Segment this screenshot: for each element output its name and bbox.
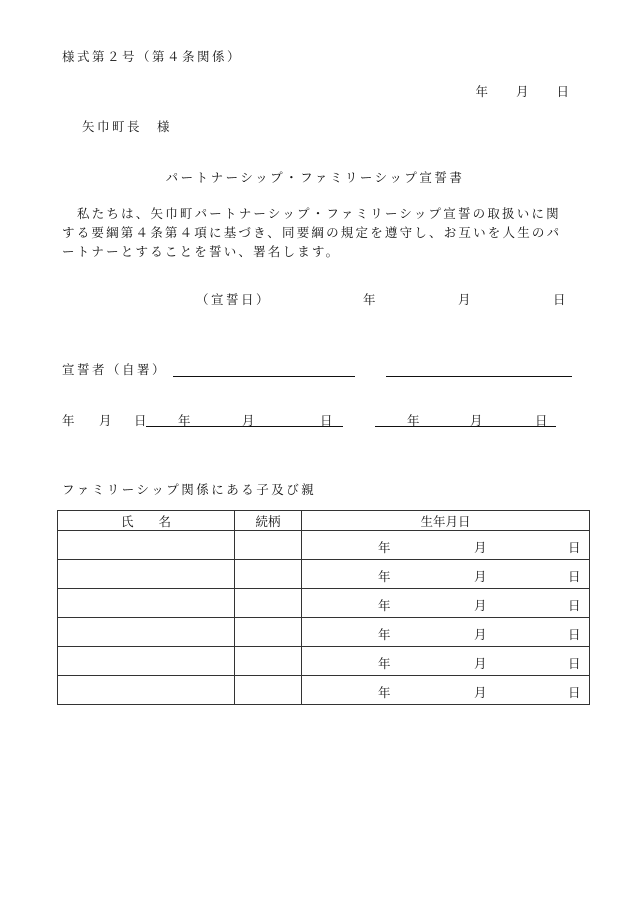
date-unit-year: 年	[378, 598, 391, 613]
oath-date-label: （宣誓日）	[196, 292, 272, 307]
date-unit-month: 月	[474, 598, 487, 613]
child-name-cell[interactable]	[58, 589, 235, 618]
child-birthdate-cell[interactable]	[302, 647, 590, 676]
date-unit-day: 日	[568, 540, 581, 555]
table-header-row	[58, 511, 590, 531]
birthdate-2-month: 月	[470, 413, 483, 428]
child-name-cell[interactable]	[58, 647, 235, 676]
date-unit-day: 日	[568, 685, 581, 700]
child-relation-cell[interactable]	[235, 589, 302, 618]
child-birthdate-cell[interactable]	[302, 560, 590, 589]
signature-field-1[interactable]	[173, 376, 355, 377]
signature-field-2[interactable]	[386, 376, 572, 377]
birthdate-2-day: 日	[535, 413, 548, 428]
header-date-year: 年	[475, 84, 489, 99]
child-name-cell[interactable]	[58, 618, 235, 647]
date-unit-year: 年	[378, 656, 391, 671]
date-unit-month: 月	[474, 656, 487, 671]
date-unit-day: 日	[568, 569, 581, 584]
birthdate-field-2[interactable]	[375, 426, 556, 427]
child-relation-cell[interactable]	[235, 531, 302, 560]
document-title: パートナーシップ・ファミリーシップ宣誓書	[165, 170, 465, 185]
date-unit-year: 年	[378, 569, 391, 584]
table-row	[58, 647, 590, 676]
date-row-year: 年	[62, 413, 75, 428]
date-unit-day: 日	[568, 656, 581, 671]
child-name-cell[interactable]	[58, 560, 235, 589]
birthdate-1-year: 年	[178, 413, 191, 428]
date-unit-month: 月	[474, 569, 487, 584]
oath-date-year: 年	[363, 292, 376, 307]
date-unit-year: 年	[378, 685, 391, 700]
birthdate-2-year: 年	[407, 413, 420, 428]
signatory-label: 宣誓者（自署）	[62, 362, 168, 377]
child-name-cell[interactable]	[58, 531, 235, 560]
table-row	[58, 618, 590, 647]
oath-date-day: 日	[553, 292, 566, 307]
date-unit-month: 月	[474, 685, 487, 700]
oath-date-month: 月	[458, 292, 471, 307]
date-unit-year: 年	[378, 540, 391, 555]
date-unit-month: 月	[474, 540, 487, 555]
date-unit-day: 日	[568, 598, 581, 613]
declaration-body: 私たちは、矢巾町パートナーシップ・ファミリーシップ宣誓の取扱いに関する要綱第４条第４項に基づき、同要綱の規定を遵守し、お互いを人生のパートナーとすることを誓い、署名します。	[62, 206, 562, 259]
form-number: 様式第２号（第４条関係）	[62, 49, 243, 64]
child-birthdate-cell[interactable]	[302, 531, 590, 560]
header-date	[476, 82, 569, 100]
child-relation-cell[interactable]	[235, 676, 302, 705]
header-date-month: 月	[516, 84, 529, 99]
date-unit-month: 月	[474, 627, 487, 642]
date-row-month: 月	[99, 413, 112, 428]
header-date-day: 日	[556, 84, 569, 99]
table-row	[58, 531, 590, 560]
child-name-cell[interactable]	[58, 676, 235, 705]
header-name: 氏 名	[58, 511, 235, 531]
header-relation: 続柄	[235, 511, 302, 531]
date-unit-year: 年	[378, 627, 391, 642]
child-relation-cell[interactable]	[235, 560, 302, 589]
date-unit-day: 日	[568, 627, 581, 642]
child-birthdate-cell[interactable]	[302, 618, 590, 647]
date-row-day: 日	[134, 413, 147, 428]
table-row	[58, 676, 590, 705]
birthdate-1-day: 日	[320, 413, 333, 428]
children-section-title: ファミリーシップ関係にある子及び親	[62, 482, 317, 497]
addressee: 矢巾町長 様	[82, 119, 173, 134]
child-birthdate-cell[interactable]	[302, 589, 590, 618]
table-row	[58, 589, 590, 618]
birthdate-1-month: 月	[242, 413, 255, 428]
child-birthdate-cell[interactable]	[302, 676, 590, 705]
table-row	[58, 560, 590, 589]
child-relation-cell[interactable]	[235, 647, 302, 676]
child-relation-cell[interactable]	[235, 618, 302, 647]
declaration-text	[62, 204, 570, 261]
header-birthdate: 生年月日	[302, 511, 590, 531]
children-table	[57, 510, 590, 705]
